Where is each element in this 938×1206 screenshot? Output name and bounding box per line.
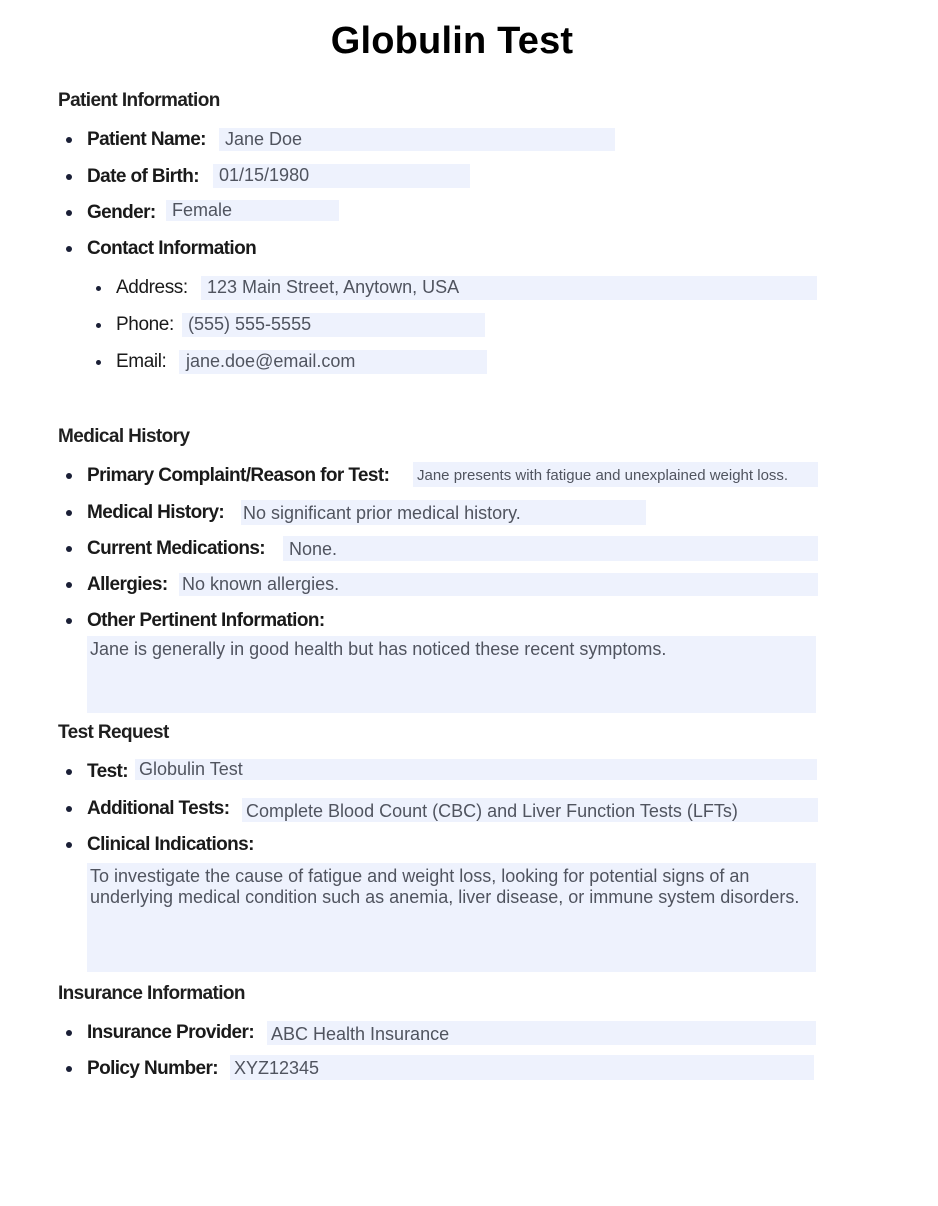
clinical-indications-label: Clinical Indications: <box>87 834 254 855</box>
section-heading-patient-information: Patient Information <box>58 90 220 111</box>
current-medications-label: Current Medications: <box>87 538 266 559</box>
primary-complaint-field[interactable]: Jane presents with fatigue and unexplained weight loss. <box>413 462 818 487</box>
phone-label: Phone: <box>116 314 174 335</box>
bullet-icon <box>96 323 101 328</box>
gender-field[interactable]: Female <box>166 200 339 221</box>
bullet-icon <box>96 360 101 365</box>
patient-name-field[interactable]: Jane Doe <box>219 128 615 151</box>
clinical-indications-textarea[interactable]: To investigate the cause of fatigue and weight loss, looking for potential signs of an underlying medical condition such as anemia, liver disease, or immune system disorders. <box>87 863 816 972</box>
bullet-icon <box>66 210 72 216</box>
date-of-birth-label: Date of Birth: <box>87 166 199 187</box>
bullet-icon <box>66 582 72 588</box>
medical-history-label: Medical History: <box>87 502 225 523</box>
current-medications-field[interactable]: None. <box>283 536 818 561</box>
bullet-icon <box>66 546 72 552</box>
section-heading-test-request: Test Request <box>58 722 169 743</box>
insurance-provider-field[interactable]: ABC Health Insurance <box>267 1021 816 1045</box>
bullet-icon <box>66 842 72 848</box>
bullet-icon <box>66 137 72 143</box>
other-pertinent-information-row <box>66 609 325 633</box>
email-field[interactable]: jane.doe@email.com <box>179 350 487 374</box>
date-of-birth-row <box>66 165 199 189</box>
email-row <box>96 350 166 374</box>
bullet-icon <box>66 1066 72 1072</box>
policy-number-field[interactable]: XYZ12345 <box>230 1055 814 1080</box>
other-pertinent-information-textarea[interactable]: Jane is generally in good health but has noticed these recent symptoms. <box>87 636 816 713</box>
bullet-icon <box>66 246 72 252</box>
additional-tests-field[interactable]: Complete Blood Count (CBC) and Liver Function Tests (LFTs) <box>242 798 818 822</box>
insurance-provider-row <box>66 1021 254 1045</box>
test-label: Test: <box>87 761 128 782</box>
phone-field[interactable]: (555) 555-5555 <box>182 313 485 337</box>
primary-complaint-label: Primary Complaint/Reason for Test: <box>87 465 390 486</box>
bullet-icon <box>66 174 72 180</box>
allergies-label: Allergies: <box>87 574 168 595</box>
additional-tests-row <box>66 797 230 821</box>
allergies-row <box>66 573 168 597</box>
gender-label: Gender: <box>87 202 156 223</box>
insurance-provider-label: Insurance Provider: <box>87 1022 255 1043</box>
allergies-field[interactable]: No known allergies. <box>179 573 818 596</box>
clinical-indications-row <box>66 833 254 857</box>
address-label: Address: <box>116 277 188 298</box>
primary-complaint-row <box>66 464 389 488</box>
bullet-icon <box>66 618 72 624</box>
gender-row <box>66 201 156 225</box>
contact-information-row <box>66 237 256 261</box>
other-pertinent-information-label: Other Pertinent Information: <box>87 610 325 631</box>
page-title: Globulin Test <box>330 20 574 62</box>
patient-name-label: Patient Name: <box>87 129 206 150</box>
section-heading-medical-history: Medical History <box>58 426 190 447</box>
policy-number-label: Policy Number: <box>87 1058 218 1079</box>
bullet-icon <box>66 806 72 812</box>
bullet-icon <box>66 1030 72 1036</box>
bullet-icon <box>66 769 72 775</box>
medical-history-field[interactable]: No significant prior medical history. <box>241 500 646 525</box>
section-heading-insurance-information: Insurance Information <box>58 983 245 1004</box>
test-field[interactable]: Globulin Test <box>135 759 817 780</box>
contact-information-label: Contact Information <box>87 238 257 259</box>
medical-history-row <box>66 501 224 525</box>
current-medications-row <box>66 537 265 561</box>
policy-number-row <box>66 1057 218 1081</box>
date-of-birth-field[interactable]: 01/15/1980 <box>213 164 470 188</box>
address-row <box>96 276 188 300</box>
phone-row <box>96 313 174 337</box>
bullet-icon <box>66 510 72 516</box>
address-field[interactable]: 123 Main Street, Anytown, USA <box>201 276 817 300</box>
patient-name-row <box>66 128 206 152</box>
test-row <box>66 760 128 784</box>
email-label: Email: <box>116 351 167 372</box>
bullet-icon <box>66 473 72 479</box>
bullet-icon <box>96 286 101 291</box>
additional-tests-label: Additional Tests: <box>87 798 230 819</box>
